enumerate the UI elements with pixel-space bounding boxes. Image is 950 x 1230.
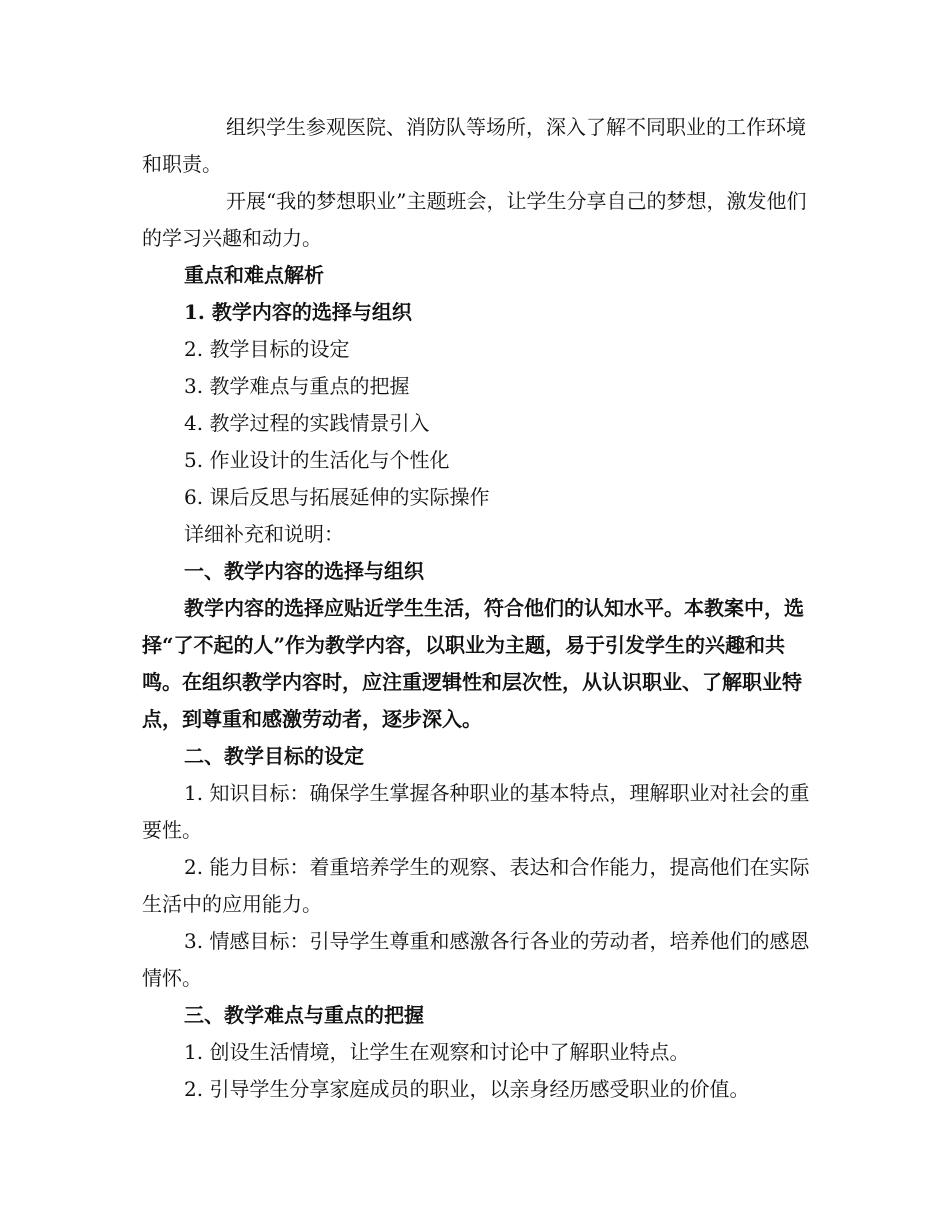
section-list-item: 2. 能力目标：着重培养学生的观察、表达和合作能力，提高他们在实际生活中的应用能力。 bbox=[142, 855, 810, 916]
analysis-heading: 重点和难点解析 bbox=[184, 263, 324, 287]
analysis-list-item: 5. 作业设计的生活化与个性化 bbox=[184, 448, 450, 472]
section-heading: 二、教学目标的设定 bbox=[184, 744, 364, 768]
analysis-list-item: 3. 教学难点与重点的把握 bbox=[184, 374, 410, 398]
analysis-list-item: 4. 教学过程的实践情景引入 bbox=[184, 411, 430, 435]
section-list-item: 3. 情感目标：引导学生尊重和感激各行各业的劳动者，培养他们的感恩情怀。 bbox=[142, 929, 810, 990]
section-list-item: 1. 创设生活情境，让学生在观察和讨论中了解职业特点。 bbox=[184, 1040, 690, 1064]
analysis-list-item: 6. 课后反思与拓展延伸的实际操作 bbox=[184, 485, 490, 509]
intro-paragraph: 开展“我的梦想职业”主题班会，让学生分享自己的梦想，激发他们的学习兴趣和动力。 bbox=[142, 189, 807, 250]
section-list-item: 2. 引导学生分享家庭成员的职业，以亲身经历感受职业的价值。 bbox=[184, 1077, 750, 1101]
analysis-list-item: 2. 教学目标的设定 bbox=[184, 337, 350, 361]
section-list-item: 1. 知识目标：确保学生掌握各种职业的基本特点，理解职业对社会的重要性。 bbox=[142, 781, 810, 842]
analysis-list-item: 1. 教学内容的选择与组织 bbox=[184, 300, 412, 324]
intro-paragraph: 组织学生参观医院、消防队等场所，深入了解不同职业的工作环境和职责。 bbox=[142, 115, 806, 176]
section-heading: 三、教学难点与重点的把握 bbox=[184, 1003, 424, 1027]
supplement-label: 详细补充和说明： bbox=[184, 522, 344, 546]
section-heading: 一、教学内容的选择与组织 bbox=[184, 559, 424, 583]
document-body bbox=[142, 109, 810, 1108]
section-body-paragraph: 教学内容的选择应贴近学生生活，符合他们的认知水平。本教案中，选择“了不起的人”作为教学内容，以职业为主题，易于引发学生的兴趣和共鸣。在组织教学内容时，应注重逻辑性和层次性，从认识职业、了解职业特点，到尊重和感激劳动者，逐步深入。 bbox=[142, 596, 804, 731]
